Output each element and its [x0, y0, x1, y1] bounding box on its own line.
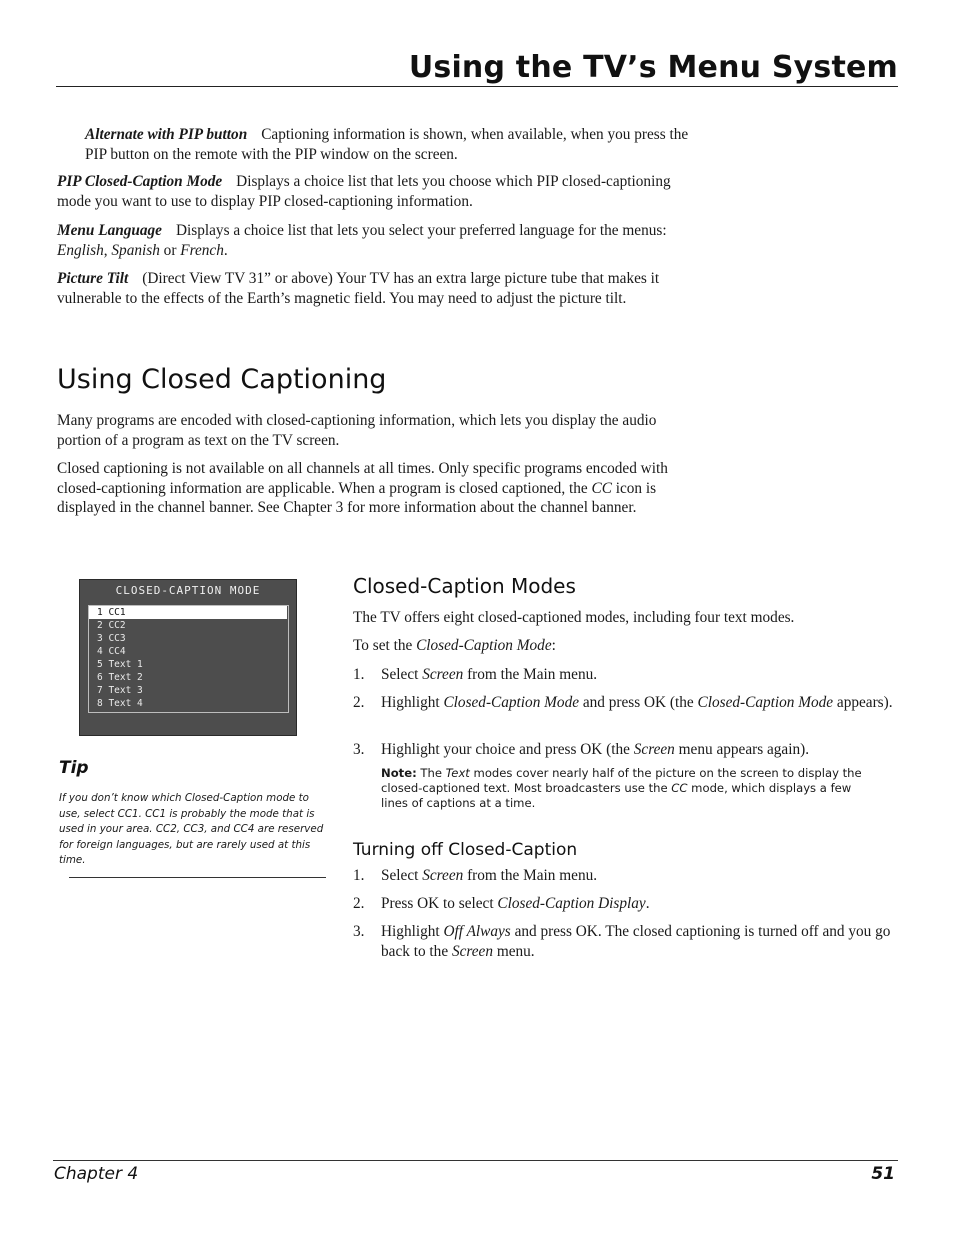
tv-menu-title: CLOSED-CAPTION MODE: [115, 584, 261, 597]
picture-tilt-paragraph: [57, 269, 697, 308]
step-number: 3.: [353, 741, 365, 758]
step-text: from the Main menu.: [463, 867, 598, 884]
tv-menu-item: 4 CC4: [97, 646, 126, 657]
step-text: menu appears again).: [674, 741, 810, 758]
modes-to-set-a: To set the: [353, 637, 417, 654]
modes-step-2: [353, 693, 898, 713]
step-text: and press OK. The closed captioning is turned off and you go back to the: [381, 923, 891, 960]
step-text: Highlight your choice and press OK (the: [381, 741, 634, 758]
alt-pip-text: Captioning information is shown, when available, when you press the PIP button on the remote with the PIP window on the screen.: [85, 126, 689, 163]
step-text: Press OK to select: [381, 895, 498, 912]
step-text: .: [645, 895, 650, 912]
step-number: 3.: [353, 923, 365, 940]
tv-menu-item: 2 CC2: [97, 620, 126, 631]
section-p2-a: Closed captioning is not available on all channels at all times. Only specific programs encoded with closed-captioning information are applicable. When a program is closed captioned, the: [57, 460, 668, 497]
step-em: Closed-Caption Mode: [697, 694, 834, 711]
modes-step-1: [353, 665, 898, 685]
tip-text: If you don’t know which Closed-Caption mode to use, select CC1. CC1 is probably the mode that is used in your area. CC2, CC3, and CC4 are reserved for foreign languages, but are rarely used at this time.: [59, 792, 324, 867]
tip-rule: [69, 877, 326, 878]
off-step-3: [353, 922, 898, 961]
language-sep-2: or: [159, 241, 181, 259]
note-em: CC: [671, 781, 688, 795]
section-p2-b: icon is displayed in the channel banner. See Chapter 3 for more information about the channel banner.: [57, 479, 657, 517]
tv-menu-item: 1 CC1: [89, 606, 287, 619]
step-text: Highlight: [381, 923, 444, 940]
step-em: Off Always: [443, 923, 511, 940]
language-french: French: [180, 241, 224, 259]
pip-cc-term: PIP Closed-Caption Mode: [57, 173, 223, 190]
step-em: Screen: [422, 666, 464, 683]
page-header-title: Using the TV’s Menu System: [408, 50, 898, 85]
step-text: Select: [381, 666, 423, 683]
step-text: and press OK (the: [579, 694, 698, 711]
language-sep-1: ,: [103, 241, 112, 259]
tv-menu-item: 3 CC3: [97, 633, 126, 644]
tip-title: Tip: [59, 758, 89, 778]
step-em: Closed-Caption Display: [497, 895, 646, 912]
note-text: The: [416, 766, 446, 780]
modes-note: [381, 766, 871, 811]
menu-language-term: Menu Language: [57, 222, 162, 239]
step-text: Select: [381, 867, 423, 884]
modes-to-set-em: Closed-Caption Mode: [416, 637, 552, 654]
off-step-1: [353, 866, 898, 886]
cc-term: CC: [591, 479, 612, 497]
tv-menu-list: [88, 605, 289, 713]
step-text: from the Main menu.: [463, 666, 598, 683]
menu-language-text: Displays a choice list that lets you select your preferred language for the menus:: [175, 222, 667, 239]
tv-menu-item: 7 Text 3: [97, 685, 143, 696]
step-text: menu.: [493, 942, 535, 960]
language-spanish: Spanish: [111, 241, 160, 259]
alt-pip-term: Alternate with PIP button: [85, 126, 248, 143]
note-text: modes cover nearly half of the picture on the screen to display the closed-captioned text. Most broadcasters use the: [381, 766, 862, 795]
note-text: mode, which displays a few lines of captions at a time.: [381, 781, 852, 810]
picture-tilt-text: (Direct View TV 31” or above) Your TV has an extra large picture tube that makes it vulnerable to the effects of the Earth’s magnetic field. You may need to adjust the picture tilt.: [57, 270, 660, 307]
footer-chapter: Chapter 4: [54, 1164, 139, 1184]
language-end: .: [223, 241, 228, 259]
step-number: 1.: [353, 666, 365, 683]
step-text: Highlight: [381, 694, 444, 711]
pip-cc-paragraph: [57, 172, 697, 211]
tv-menu-item: 8 Text 4: [97, 698, 143, 709]
alt-pip-paragraph: [85, 125, 705, 164]
pip-cc-text: Displays a choice list that lets you choose which PIP closed-captioning mode you want to use to display PIP closed-captioning information.: [57, 173, 671, 210]
step-em: Closed-Caption Mode: [443, 694, 580, 711]
step-em: Screen: [451, 942, 493, 960]
step-number: 1.: [353, 867, 365, 884]
off-step-2: [353, 894, 898, 914]
step-text: appears).: [833, 694, 893, 711]
language-english: English: [57, 241, 104, 259]
modes-intro: The TV offers eight closed-captioned modes, including four text modes.: [353, 609, 795, 626]
header-rule: [56, 86, 898, 87]
step-em: Screen: [422, 867, 464, 884]
tv-menu-item: 5 Text 1: [97, 659, 143, 670]
menu-language-paragraph: [57, 221, 697, 260]
modes-to-set-b: :: [551, 637, 556, 654]
modes-step-3: [353, 740, 898, 760]
note-em: Text: [445, 766, 470, 780]
step-em: Screen: [633, 741, 675, 758]
off-title: Turning off Closed-Caption: [353, 840, 578, 860]
section-paragraph-2: [57, 459, 702, 518]
modes-title: Closed-Caption Modes: [353, 574, 576, 598]
page-number: 51: [871, 1164, 895, 1184]
step-number: 2.: [353, 895, 365, 912]
section-title: Using Closed Captioning: [57, 364, 387, 395]
section-paragraph-1: Many programs are encoded with closed-captioning information, which lets you display the audio portion of a program as text on the TV screen.: [57, 412, 657, 449]
tv-menu-item: 6 Text 2: [97, 672, 143, 683]
note-label: Note:: [381, 766, 417, 780]
footer-rule: [53, 1160, 898, 1161]
closed-caption-menu-screenshot: [79, 579, 297, 736]
step-number: 2.: [353, 694, 365, 711]
modes-to-set: [353, 636, 898, 656]
picture-tilt-term: Picture Tilt: [57, 270, 129, 287]
